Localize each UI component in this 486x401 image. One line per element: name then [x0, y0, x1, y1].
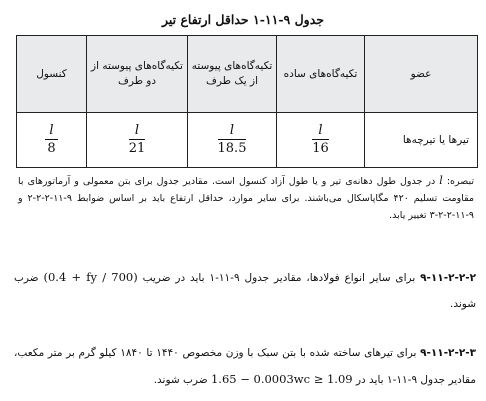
cell-member: تیرها یا تیرچه‌ها [365, 113, 478, 168]
note-text: در جدول طول دهانه‌ی تیر و یا طول آزاد کنسول است. مقادیر جدول برای بتن معمولی و آرماتورهای با مقاومت تسلیم ۴۲۰ مگاپاسکال می‌باشند. برای سایر موارد، حداقل ارتفاع باید بر اساس ضوابط ۹-۱۱-۲-۲-۲ و ۹-۱۱-۲-۲-۳ تغییر یابد. [18, 176, 474, 221]
clause-text-end: ضرب شوند. [153, 374, 208, 386]
table-header-row [17, 36, 478, 113]
fraction [45, 123, 57, 156]
cell-both-ends-continuous [87, 113, 188, 168]
cell-one-end-continuous [188, 113, 277, 168]
header-cantilever: کنسول [17, 36, 87, 113]
note-prefix: تبصره: [446, 176, 474, 187]
clause-number: ۹-۱۱-۲-۲-۲ [420, 272, 477, 284]
clause-formula: (0.4 + fy / 700) [43, 270, 138, 284]
clause-9-11-2-2-3 [14, 340, 476, 393]
table-row [17, 113, 478, 168]
fraction-numerator: l [129, 123, 146, 140]
clause-formula: 1.65 − 0.0003wc ≥ 1.09 [210, 372, 353, 386]
fraction-denominator: 16 [312, 141, 329, 156]
fraction-numerator: l [312, 123, 329, 140]
header-simple-support: تکیه‌گاه‌های ساده [277, 36, 365, 113]
clause-text: برای سایر انواع فولادها، مقادیر جدول ۹-۱۱-۱ باید در ضریب [142, 272, 416, 284]
header-member: عضو [365, 36, 478, 113]
fraction-numerator: l [218, 123, 247, 140]
fraction-denominator: 18.5 [217, 141, 247, 156]
cell-cantilever [17, 113, 87, 168]
table-title: جدول ۹-۱۱-۱ حداقل ارتفاع تیر [161, 12, 325, 27]
clause-text-end: ضرب شوند. [14, 272, 476, 310]
min-depth-table [16, 35, 478, 168]
clause-9-11-2-2-2 [14, 264, 476, 317]
clause-number: ۹-۱۱-۲-۲-۳ [420, 347, 476, 359]
fraction [218, 123, 247, 156]
fraction [312, 123, 329, 156]
clause-text: برای تیرهای ساخته شده با بتن سبک با وزن مخصوص ۱۴۴۰ تا ۱۸۴۰ کیلو گرم بر متر مکعب، مقادیر جدول ۹-۱۱-۱ باید در [14, 347, 476, 386]
header-both-ends-continuous: تکیه‌گاه‌های پیوسته از دو طرف [87, 36, 188, 113]
note-symbol: l [439, 174, 443, 187]
fraction-denominator: 8 [47, 141, 56, 156]
cell-simple-support [277, 113, 365, 168]
fraction [129, 123, 146, 156]
fraction-denominator: 21 [128, 141, 146, 156]
fraction-numerator: l [45, 123, 57, 140]
header-one-end-continuous: تکیه‌گاه‌های پیوسته از یک طرف [188, 36, 277, 113]
table-note [18, 172, 474, 224]
